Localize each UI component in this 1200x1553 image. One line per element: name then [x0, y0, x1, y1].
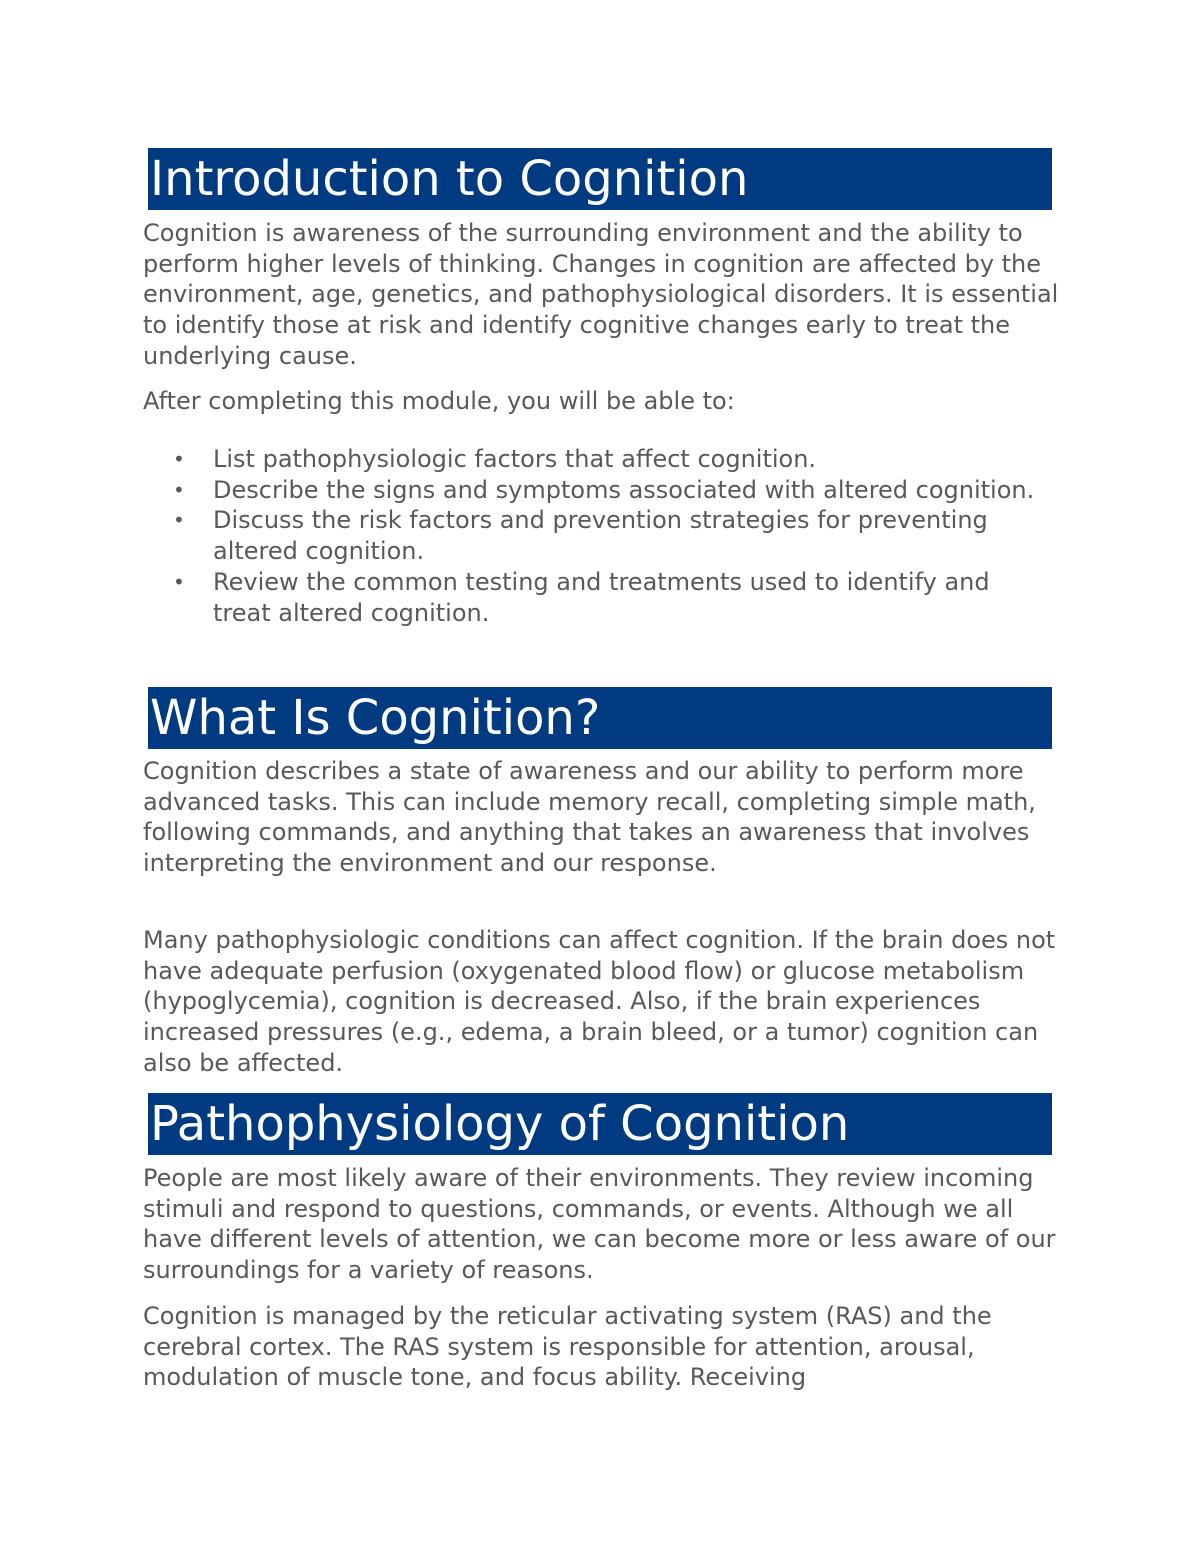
list-item	[143, 444, 1043, 475]
objective-text: List pathophysiologic factors that affect cognition.	[213, 445, 817, 473]
what-is-cognition-paragraph-2: Many pathophysiologic conditions can affect cognition. If the brain does not have adequate perfusion (oxygenated blood flow) or glucose metabolism (hypoglycemia), cognition is decreased. Also, if the brain experiences increased pressures (e.g., edema, a brain bleed, or a tumor) cognition can also be affected.	[143, 926, 1056, 1077]
list-item	[143, 567, 1043, 628]
objectives-lead-in: After completing this module, you will be able to:	[143, 387, 735, 415]
pathophysiology-paragraph-1: People are most likely aware of their environments. They review incoming stimuli and respond to questions, commands, or events. Although we all have different levels of attention, we can become more or less aware of our surroundings for a variety of reasons.	[143, 1164, 1056, 1285]
section-heading-introduction: Introduction to Cognition	[148, 148, 1052, 210]
bullet-icon: •	[173, 447, 185, 471]
section-heading-pathophysiology: Pathophysiology of Cognition	[148, 1093, 1052, 1155]
bullet-icon: •	[173, 569, 185, 594]
intro-paragraph: Cognition is awareness of the surrounding environment and the ability to perform higher levels of thinking. Changes in cognition are affected by the environment, age, genetics, and pathophysiological disorders. It is essential to identify those at risk and identify cognitive changes early to treat the underlying cause.	[143, 219, 1059, 370]
objective-text: Discuss the risk factors and prevention strategies for preventing altered cognition.	[213, 506, 988, 566]
bullet-icon: •	[173, 508, 185, 533]
objective-text: Review the common testing and treatments used to identify and treat altered cognition.	[213, 567, 990, 627]
bullet-icon: •	[173, 477, 185, 502]
list-item	[143, 475, 1043, 506]
list-item	[143, 505, 1043, 566]
objectives-list	[143, 444, 1043, 628]
objective-text: Describe the signs and symptoms associated with altered cognition.	[213, 475, 1035, 504]
section-heading-what-is-cognition: What Is Cognition?	[148, 687, 1052, 749]
pathophysiology-paragraph-2: Cognition is managed by the reticular activating system (RAS) and the cerebral cortex. The RAS system is responsible for attention, arousal, modulation of muscle tone, and focus ability. Receiving	[143, 1302, 992, 1392]
what-is-cognition-paragraph-1: Cognition describes a state of awareness and our ability to perform more advanced tasks. This can include memory recall, completing simple math, following commands, and anything that takes an awareness that involves interpreting the environment and our response.	[143, 757, 1036, 878]
